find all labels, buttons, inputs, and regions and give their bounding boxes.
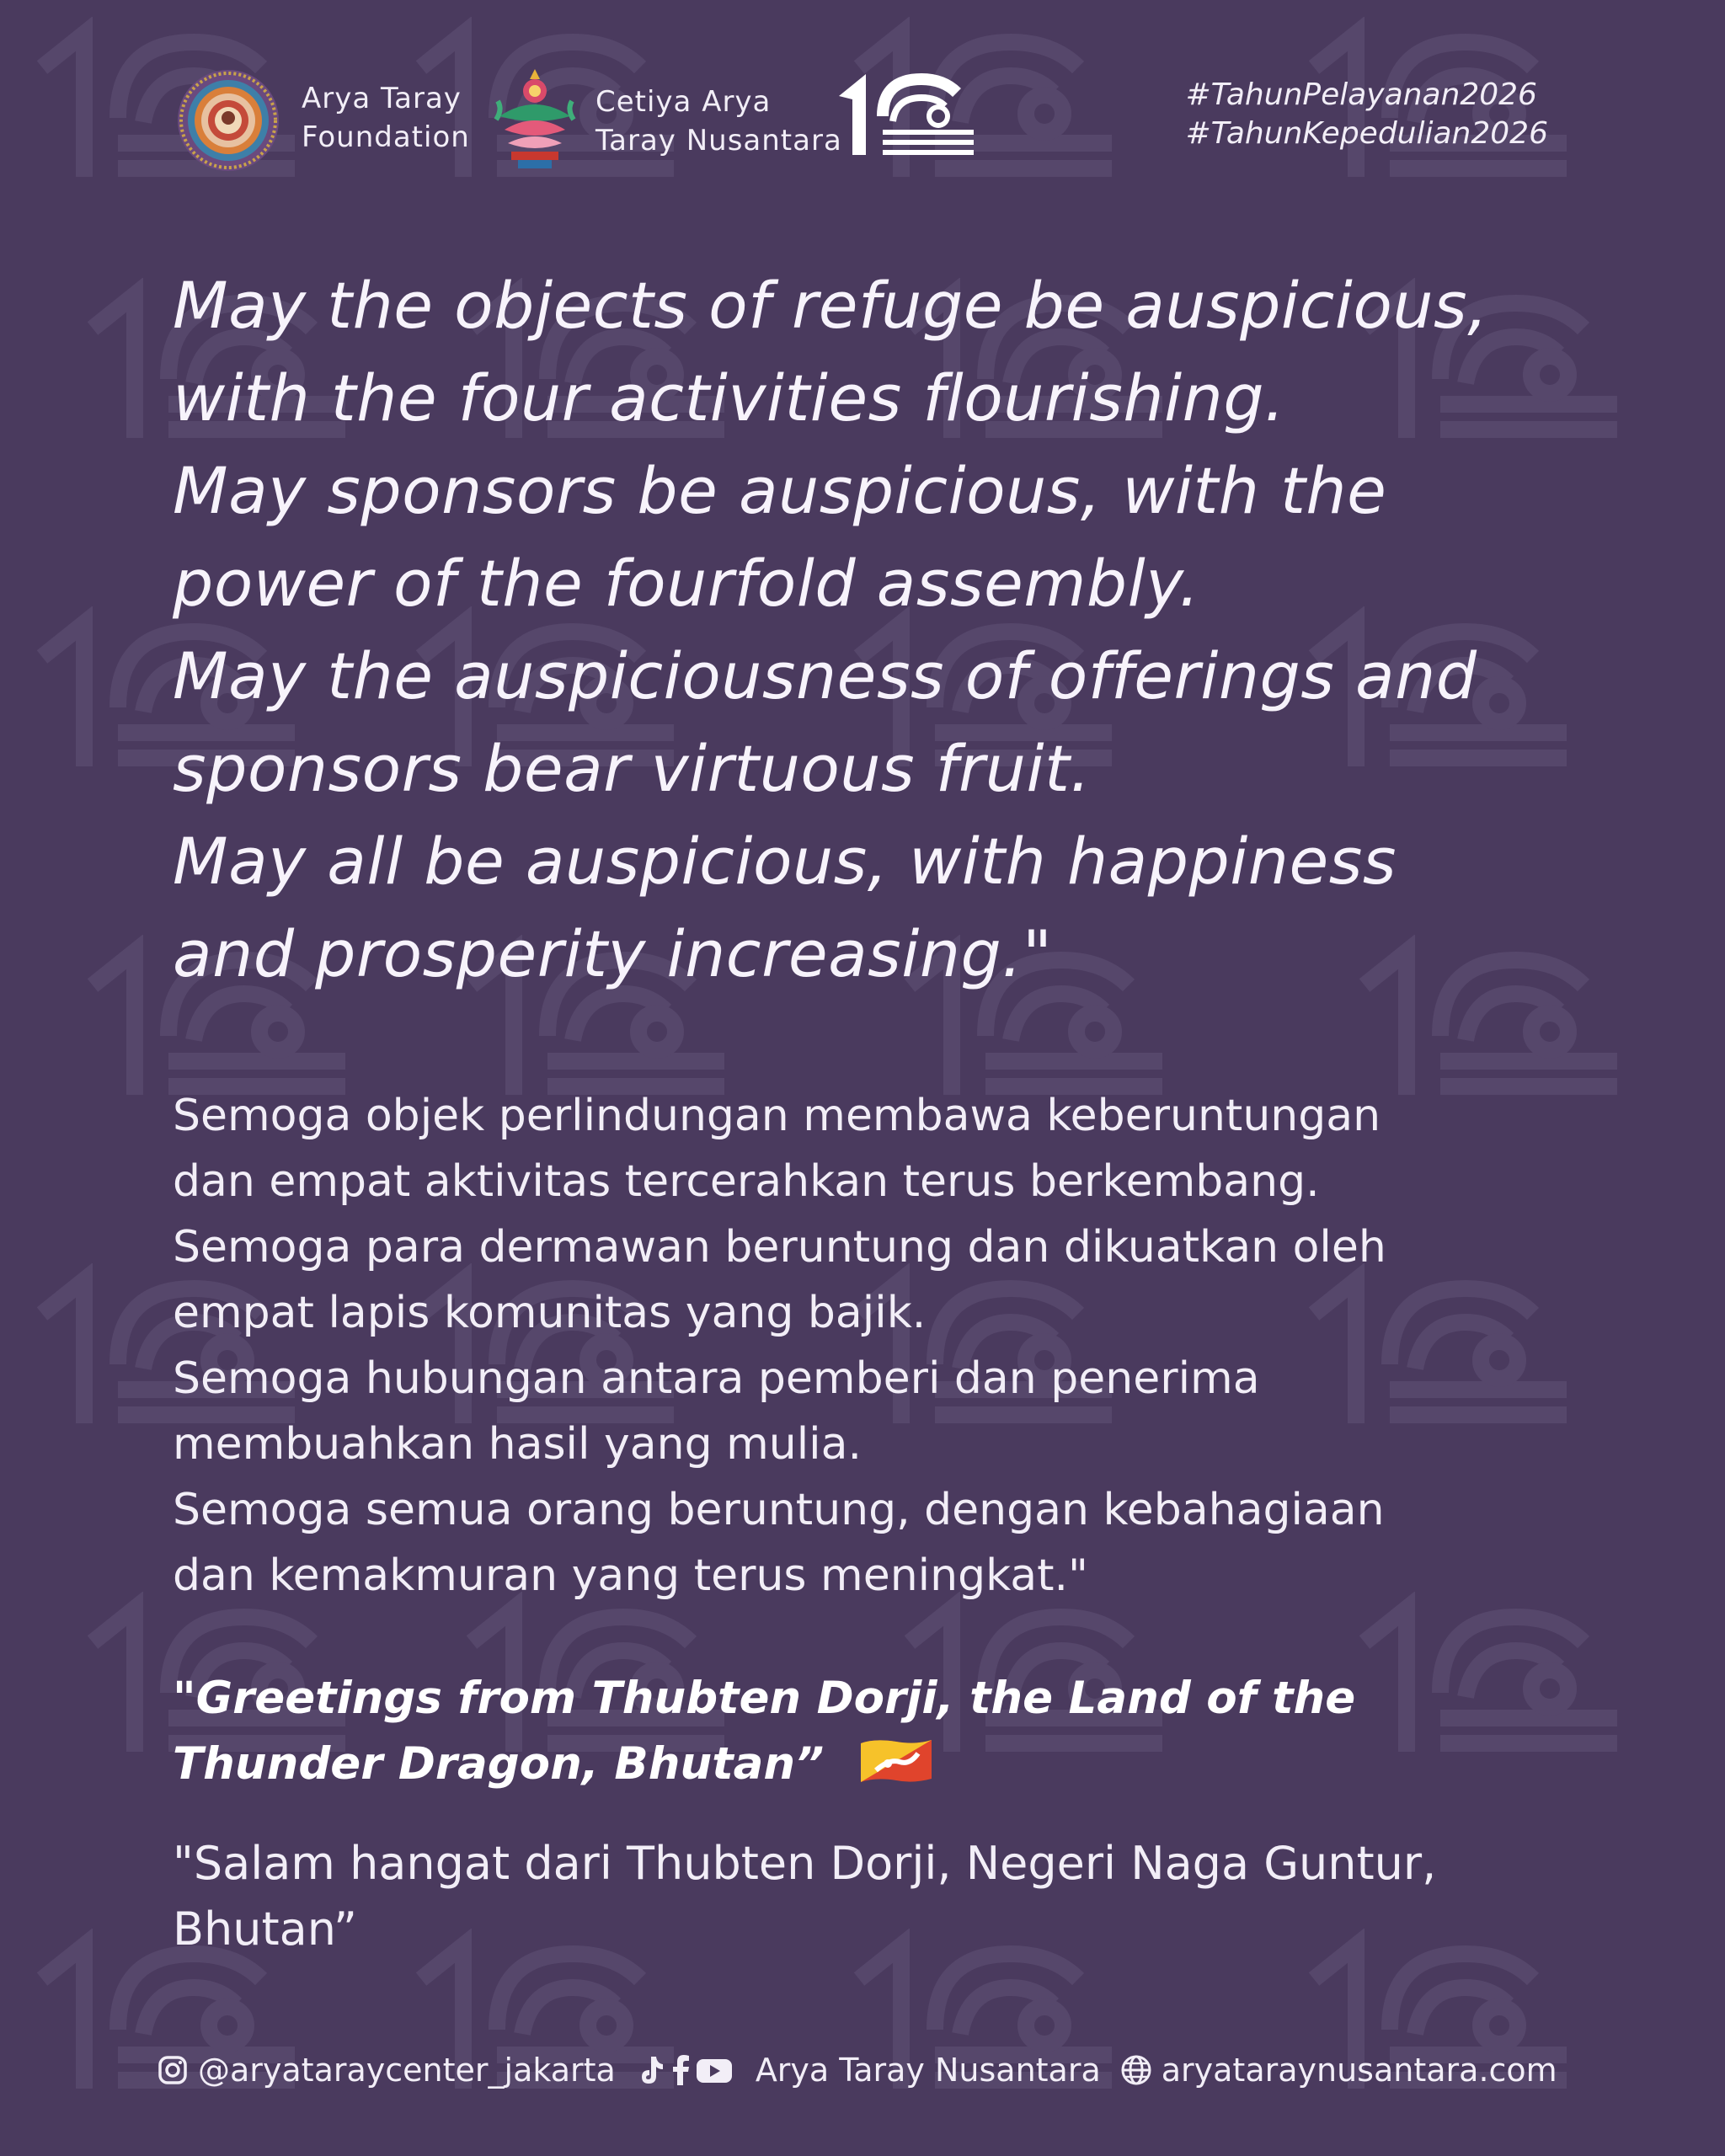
prayer-en-line: and prosperity increasing."	[173, 916, 1053, 991]
hashtag: #TahunPelayanan2026	[1185, 77, 1537, 112]
channel-name-link[interactable]: Arya Taray Nusantara	[755, 2052, 1101, 2089]
prayer-en-line: with the four activities flourishing.	[173, 360, 1285, 435]
greeting-id-line: Bhutan”	[173, 1903, 358, 1956]
facebook-icon[interactable]	[668, 2053, 695, 2087]
hashtags	[1185, 76, 1548, 153]
greeting-en-line: "Greetings from Thubten Dorji, the Land of the	[173, 1673, 1356, 1724]
greeting-indonesian	[173, 1831, 1562, 1962]
prayer-id-line: dan empat aktivitas tercerahkan terus berkembang.	[173, 1156, 1320, 1207]
prayer-id-line: Semoga hubungan antara pemberi dan penerima	[173, 1353, 1260, 1404]
cetiya-emblem-logo	[493, 67, 577, 172]
greeting-en-line-2	[173, 1732, 1562, 1797]
instagram-icon[interactable]	[156, 2053, 190, 2087]
arya-taray-foundation-logo	[177, 69, 280, 172]
instagram-handle-link[interactable]: @aryataraycenter_jakarta	[198, 2052, 616, 2089]
tiktok-icon[interactable]	[634, 2053, 668, 2087]
brand-arya-taray-foundation: Arya Taray Foundation	[302, 82, 470, 154]
prayer-en-line: power of the fourfold assembly.	[173, 546, 1200, 621]
prayer-en-line: May sponsors be auspicious, with the	[173, 453, 1387, 528]
prayer-en-line: sponsors bear virtuous fruit.	[173, 731, 1092, 806]
prayer-english	[173, 259, 1562, 1001]
youtube-icon[interactable]	[695, 2053, 734, 2087]
prayer-en-line: May the auspiciousness of offerings and	[173, 638, 1477, 713]
anniversary-10-logo	[834, 71, 977, 162]
brand-cetiya-arya-taray-nusantara: Cetiya Arya Taray Nusantara	[595, 85, 842, 157]
prayer-id-line: empat lapis komunitas yang bajik.	[173, 1288, 927, 1338]
prayer-indonesian	[173, 1083, 1562, 1609]
website-link[interactable]: aryataraynusantara.com	[1161, 2052, 1557, 2089]
prayer-id-line: Semoga objek perlindungan membawa keberuntungan	[173, 1091, 1381, 1141]
footer	[156, 2045, 1557, 2095]
greeting-english	[173, 1666, 1562, 1797]
prayer-id-line: Semoga semua orang beruntung, dengan kebahagiaan	[173, 1485, 1385, 1535]
greeting-en-line: Thunder Dragon, Bhutan”	[173, 1738, 825, 1790]
prayer-id-line: membuahkan hasil yang mulia.	[173, 1419, 862, 1470]
greeting-id-line: "Salam hangat dari Thubten Dorji, Negeri Naga Guntur,	[173, 1837, 1437, 1890]
prayer-id-line: dan kemakmuran yang terus meningkat."	[173, 1550, 1088, 1601]
header	[177, 67, 1548, 177]
prayer-en-line: May all be auspicious, with happiness	[173, 824, 1397, 899]
prayer-en-line: May the objects of refuge be auspicious,	[173, 268, 1488, 343]
globe-icon[interactable]	[1119, 2053, 1153, 2087]
prayer-id-line: Semoga para dermawan beruntung dan dikuatkan oleh	[173, 1222, 1386, 1273]
hashtag: #TahunKepedulian2026	[1185, 116, 1548, 151]
bhutan-flag-icon	[857, 1737, 935, 1785]
